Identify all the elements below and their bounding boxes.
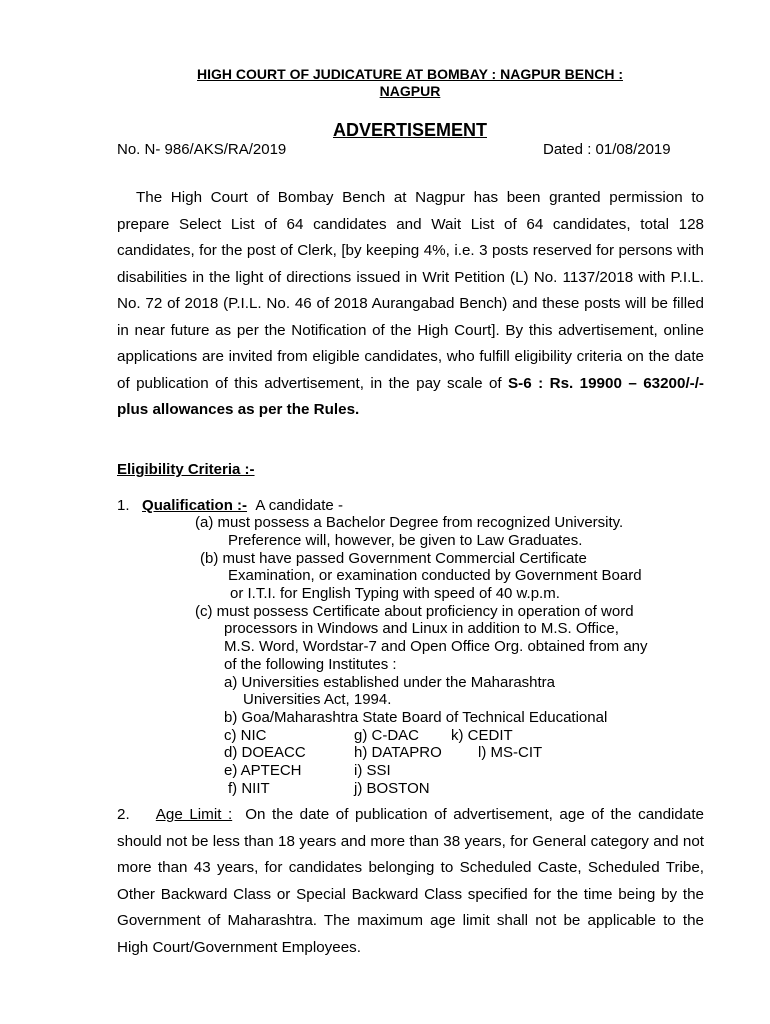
qualification-number: 1. (117, 497, 130, 514)
intro-text: The High Court of Bombay Bench at Nagpur has been granted permission to prepare Select List of 64 candidates and Wait List of 64 candidates, total 128 candidates, for the post of Clerk, [by keeping 4%, i.e. 3 posts reserved for persons with disabilities in the light of directions issued in Writ Petition (L) No. 1137/2018 with P.I.L. No. 72 of 2018 (P.I.L. No. 46 of 2018 Aurangabad Bench) and these posts will be filled in near future as per the Notification of the High Court]. By this advertisement, online applications are invited from eligible candidates, who fulfill eligibility criteria on the date of publication of this advertisement, in the pay scale of (117, 189, 704, 392)
institute-a-line2: Universities Act, 1994. (243, 691, 392, 708)
age-limit-text: On the date of publication of advertisement, age of the candidate should not be less than 18 years and more than 38 years, for General category and not more than 43 years, for candidates belonging to Scheduled Caste, Scheduled Tribe, Other Backward Class or Special Backward Class specified for the time being by the Government of Maharashtra. The maximum age limit shall not be applicable to the High Court/Government Employees. (117, 806, 704, 956)
age-limit-paragraph (117, 802, 704, 961)
institute-l: l) MS-CIT (478, 744, 543, 761)
institute-c: c) NIC (224, 727, 267, 744)
institute-a-line1: a) Universities established under the Maharashtra (224, 674, 556, 691)
age-limit-number: 2. (117, 806, 130, 823)
page-title: ADVERTISEMENT (332, 120, 487, 140)
date-label: Dated : 01/08/2019 (543, 141, 671, 158)
institute-d: d) DOEACC (224, 744, 306, 761)
court-name-line1: HIGH COURT OF JUDICATURE AT BOMBAY : NAGPUR BENCH : (197, 66, 623, 82)
qualification-c-line3: M.S. Word, Wordstar-7 and Open Office Org. obtained from any (224, 638, 648, 655)
qualification-label: Qualification :- (142, 497, 248, 514)
qualification-c-line4: of the following Institutes : (224, 656, 397, 673)
qualification-b-line3: or I.T.I. for English Typing with speed of 40 w.p.m. (230, 585, 560, 602)
institute-k: k) CEDIT (451, 727, 513, 744)
court-name-line2: NAGPUR (379, 83, 441, 99)
eligibility-heading: Eligibility Criteria :- (117, 461, 255, 478)
qualification-a-line2: Preference will, however, be given to Law Graduates. (228, 532, 583, 549)
qualification-a-line1: (a) must possess a Bachelor Degree from recognized University. (195, 514, 624, 531)
institute-b: b) Goa/Maharashtra State Board of Technical Educational (224, 709, 608, 726)
qualification-b-line2: Examination, or examination conducted by Government Board (228, 567, 642, 584)
qualification-line (117, 497, 343, 515)
institute-e: e) APTECH (224, 762, 302, 779)
qualification-c-line2: processors in Windows and Linux in addition to M.S. Office, (224, 620, 619, 637)
institute-g: g) C-DAC (354, 727, 420, 744)
age-limit-label: Age Limit : (155, 806, 233, 823)
institute-j: j) BOSTON (354, 780, 430, 797)
institute-i: i) SSI (354, 762, 391, 779)
pay-scale: S-6 : Rs. 19900 – 63200/-/- plus allowances as per the Rules. (117, 374, 704, 418)
qualification-intro: A candidate - (255, 497, 343, 514)
institute-f: f) NIIT (228, 780, 270, 797)
institute-h: h) DATAPRO (354, 744, 442, 761)
qualification-c-line1: (c) must possess Certificate about proficiency in operation of word (195, 603, 634, 620)
qualification-b-line1: (b) must have passed Government Commercial Certificate (200, 550, 587, 567)
intro-paragraph (117, 185, 704, 424)
reference-number: No. N- 986/AKS/RA/2019 (117, 141, 287, 158)
